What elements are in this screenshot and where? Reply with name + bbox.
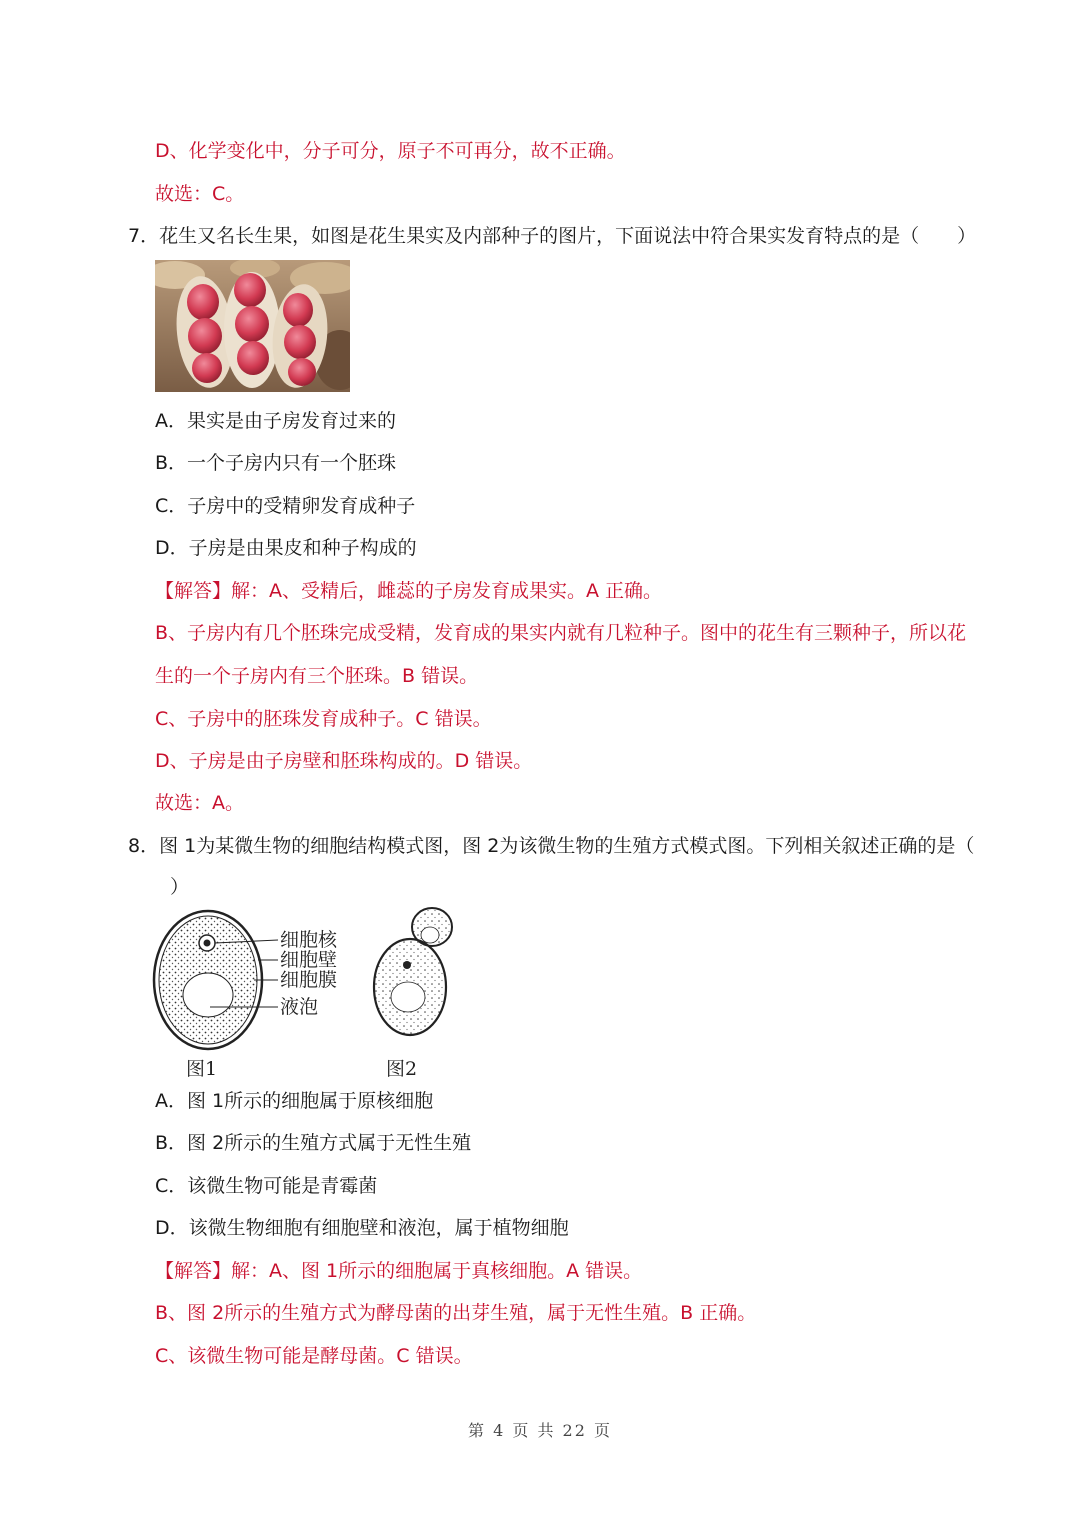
- q7-solution-b-cont: 生的一个子房内有三个胚珠。B 错误。: [155, 665, 479, 687]
- q6-answer: 故选：C。: [155, 183, 245, 205]
- q6-option-d-explanation: D、化学变化中，分子可分，原子不可再分，故不正确。: [155, 140, 626, 162]
- figure-2-budding-yeast: [374, 908, 452, 1035]
- label-cell-wall: 细胞壁: [280, 949, 338, 971]
- q7-solution-b: B、子房内有几个胚珠完成受精，发育成的果实内就有几粒种子。图中的花生有三颗种子，所以花: [155, 622, 967, 644]
- peanut-photo: [155, 260, 350, 392]
- q7-answer: 故选：A。: [155, 792, 244, 814]
- q8-solution-a: 【解答】解：A、图 1所示的细胞属于真核细胞。A 错误。: [155, 1260, 643, 1282]
- q8-option-a: A．图 1所示的细胞属于原核细胞: [155, 1090, 434, 1112]
- q8-option-c: C．该微生物可能是青霉菌: [155, 1175, 378, 1197]
- figure-1-cell: [154, 911, 278, 1049]
- q7-option-b: B．一个子房内只有一个胚珠: [155, 452, 397, 474]
- q7-option-a: A．果实是由子房发育过来的: [155, 410, 396, 432]
- q7-solution-c: C、子房中的胚珠发育成种子。C 错误。: [155, 708, 492, 730]
- q8-option-b: B．图 2所示的生殖方式属于无性生殖: [155, 1132, 472, 1154]
- q7-option-c: C．子房中的受精卵发育成种子: [155, 495, 416, 517]
- label-cell-membrane: 细胞膜: [280, 969, 338, 991]
- figure-1-caption: 图1: [186, 1058, 218, 1080]
- q8-stem-cont: ）: [170, 876, 190, 898]
- q8-solution-c: C、该微生物可能是酵母菌。C 错误。: [155, 1345, 473, 1367]
- q7-solution-d: D、子房是由子房壁和胚珠构成的。D 错误。: [155, 750, 533, 772]
- q7-option-d: D．子房是由果皮和种子构成的: [155, 537, 417, 559]
- q8-solution-b: B、图 2所示的生殖方式为酵母菌的出芽生殖，属于无性生殖。B 正确。: [155, 1302, 757, 1324]
- q8-option-d: D．该微生物细胞有细胞壁和液泡，属于植物细胞: [155, 1217, 569, 1239]
- q8-stem: 8．图 1为某微生物的细胞结构模式图，图 2为该微生物的生殖方式模式图。下列相关叙述正确的是（: [128, 835, 975, 857]
- q7-solution-a: 【解答】解：A、受精后，雌蕊的子房发育成果实。A 正确。: [155, 580, 663, 602]
- label-vacuole: 液泡: [280, 996, 319, 1018]
- figure-2-caption: 图2: [386, 1058, 418, 1080]
- page-footer: 第 4 页 共 22 页: [468, 1421, 612, 1440]
- label-nucleus: 细胞核: [280, 929, 338, 951]
- microbe-figures: [150, 905, 470, 1085]
- q7-stem: 7．花生又名长生果，如图是花生果实及内部种子的图片，下面说法中符合果实发育特点的是（ ）: [128, 225, 977, 247]
